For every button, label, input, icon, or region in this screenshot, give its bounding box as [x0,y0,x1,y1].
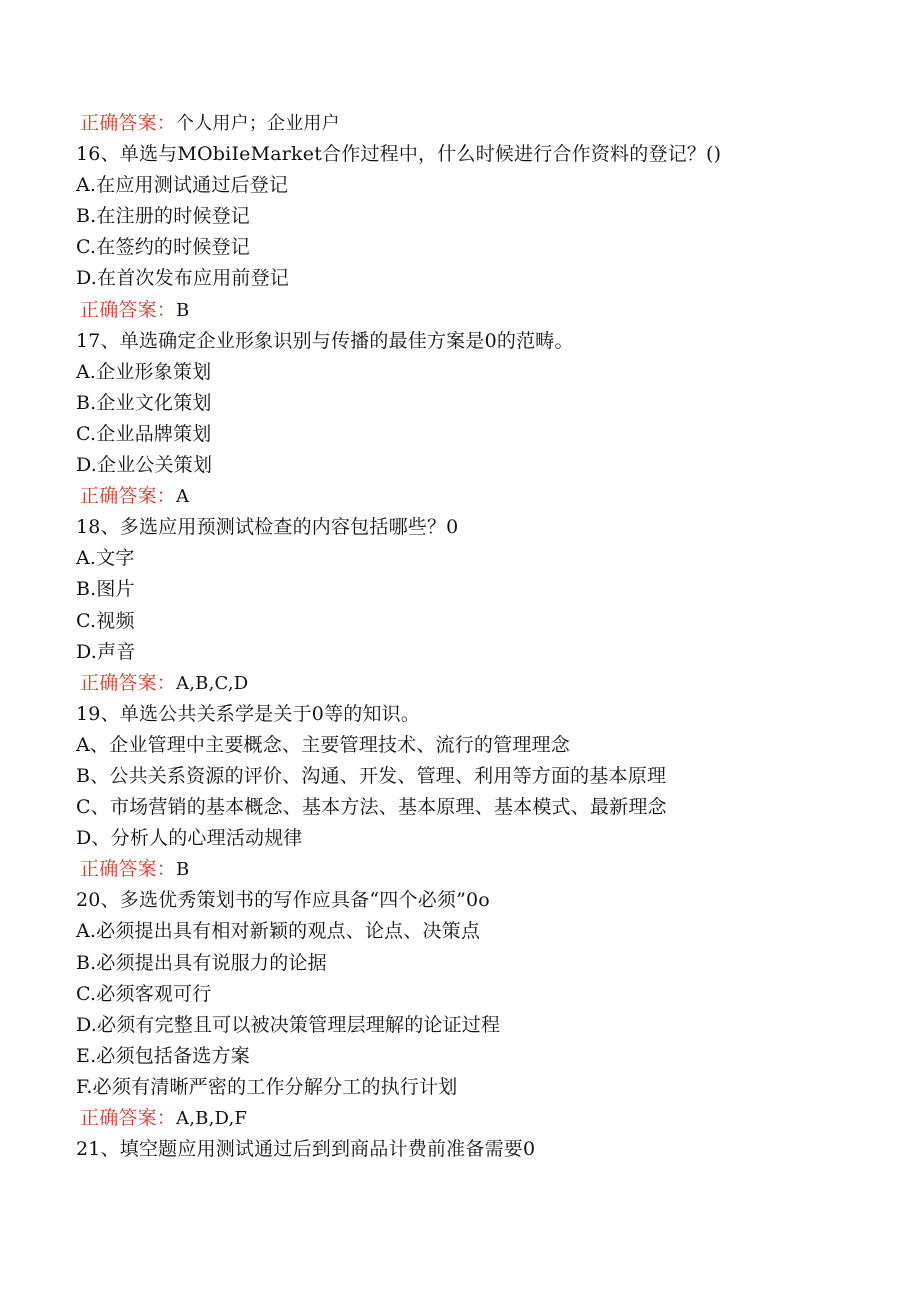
answer-value: A,B,C,D [176,672,249,694]
option-b: B.企业文化策划 [76,391,212,414]
answer-line [76,668,896,699]
answer-value: A [176,486,190,508]
question-stem: 21、填空题应用测试通过后到到商品计费前准备需要0 [76,1138,536,1161]
answer-value: B [176,299,190,321]
option-b: B.在注册的时候登记 [76,205,251,228]
option-a: A.在应用测试通过后登记 [76,174,289,197]
option-e: E.必须包括备选方案 [76,1044,250,1067]
option-c: C.必须客观可行 [76,982,212,1005]
option-d: D.企业公关策划 [76,454,213,477]
option-f: F.必须有清晰严密的工作分解分工的执行计划 [76,1075,458,1098]
answer-line [76,1103,896,1134]
answer-label: 正确答案： [80,671,177,694]
option-d: D.声音 [76,640,136,663]
option-c: C、市场营销的基本概念、基本方法、基本原理、基本模式、最新理念 [76,796,667,819]
answer-label: 正确答案： [80,112,177,134]
answer-value: B [176,859,190,881]
option-d: D.在首次发布应用前登记 [76,267,289,290]
option-b: B.图片 [76,578,135,601]
question-stem: 18、多选应用预测试检查的内容包括哪些？0 [76,516,459,539]
answer-value: 个人用户；企业用户 [176,113,340,134]
option-a: A、企业管理中主要概念、主要管理技术、流行的管理理念 [76,733,570,756]
answer-label: 正确答案： [80,858,177,881]
answer-value: A,B,D,F [176,1108,248,1129]
answer-line [76,481,896,512]
option-c: C.企业品牌策划 [76,422,212,445]
option-a: A.文字 [76,547,135,570]
document-page [76,108,896,1165]
option-c: C.视频 [76,609,135,632]
answer-line [76,108,896,139]
option-d: D.必须有完整且可以被决策管理层理解的论证过程 [76,1013,501,1036]
option-a: A.企业形象策划 [76,360,212,383]
option-d: D、分析人的心理活动规律 [76,827,303,850]
option-b: B、公共关系资源的评价、沟通、开发、管理、利用等方面的基本原理 [76,764,667,787]
answer-label: 正确答案： [80,298,177,321]
question-stem: 17、单选确定企业形象识别与传播的最佳方案是0的范畴。 [76,329,574,352]
answer-label: 正确答案： [80,1107,177,1129]
question-stem: 16、单选与MObiIeMarket合作过程中，什么时候进行合作资料的登记？() [76,143,722,166]
option-b: B.必须提出具有说服力的论据 [76,951,327,974]
question-stem: 20、多选优秀策划书的写作应具备“四个必须”0o [76,889,490,912]
answer-label: 正确答案： [80,485,177,508]
answer-line [76,854,896,885]
question-stem: 19、单选公共关系学是关于0等的知识。 [76,702,421,725]
option-c: C.在签约的时候登记 [76,236,250,259]
option-a: A.必须提出具有相对新颖的观点、论点、决策点 [76,920,481,943]
answer-line [76,295,896,326]
